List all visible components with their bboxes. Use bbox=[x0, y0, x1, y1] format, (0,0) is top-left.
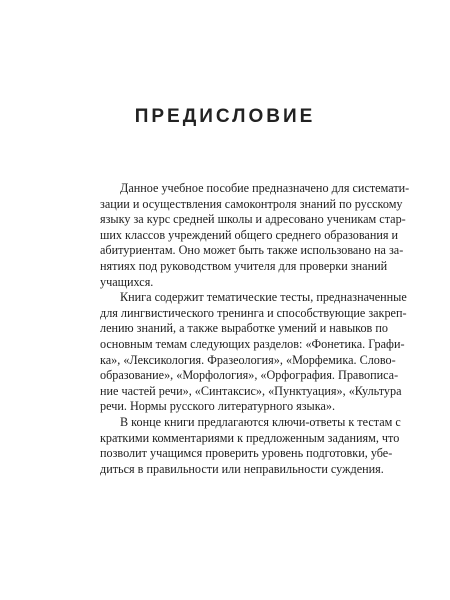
text-line: языку за курс средней школы и адресовано ученикам стар- bbox=[100, 212, 406, 227]
preface-body bbox=[100, 181, 410, 477]
text-line: диться в правильности или неправильности суждения. bbox=[100, 461, 384, 476]
text-line: Данное учебное пособие предназначено для системати- bbox=[120, 181, 410, 195]
text-line: абитуриентам. Оно может быть также использовано на за- bbox=[100, 243, 404, 258]
text-line: лению знаний, а также выработке умений и навыков по bbox=[100, 321, 388, 336]
text-line: для лингвистического тренинга и способствующие закреп- bbox=[100, 305, 407, 320]
text-line: Книга содержит тематические тесты, предназначенные bbox=[120, 290, 407, 305]
text-line: ние частей речи», «Синтаксис», «Пунктуация», «Культура bbox=[100, 383, 402, 398]
page-title: ПРЕДИСЛОВИЕ bbox=[134, 106, 316, 127]
text-line: ка», «Лексикология. Фразеология», «Морфемика. Слово- bbox=[100, 352, 396, 367]
text-line: речи. Нормы русского литературного языка». bbox=[100, 399, 335, 414]
text-line: зации и осуществления самоконтроля знаний по русскому bbox=[100, 196, 403, 211]
paragraph-3 bbox=[100, 414, 401, 477]
text-line: учащихся. bbox=[100, 274, 154, 289]
text-line: краткими комментариями к предложенным заданиям, что bbox=[100, 430, 400, 445]
text-line: нятиях под руководством учителя для проверки знаний bbox=[100, 258, 388, 273]
text-line: основным темам следующих разделов: «Фонетика. Графи- bbox=[100, 336, 405, 351]
text-line: ших классов учреждений общего среднего образования и bbox=[100, 227, 399, 242]
text-line: позволит учащимся проверить уровень подготовки, убе- bbox=[100, 446, 393, 461]
paragraph-1 bbox=[100, 181, 410, 290]
text-line: образование», «Морфология», «Орфография. Правописа- bbox=[100, 368, 399, 383]
text-line: В конце книги предлагаются ключи-ответы к тестам с bbox=[120, 414, 401, 429]
paragraph-2 bbox=[100, 290, 407, 415]
